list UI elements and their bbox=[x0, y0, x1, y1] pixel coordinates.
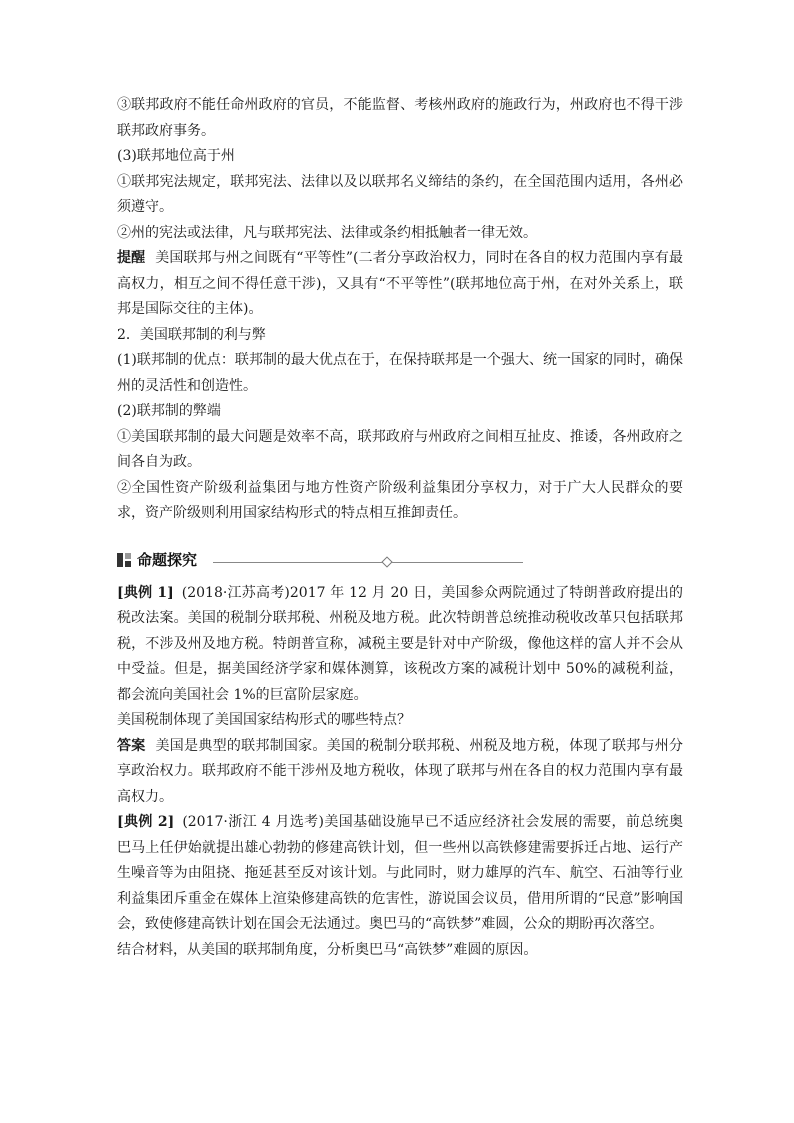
question-2: 结合材料，从美国的联邦制角度，分析奥巴马“高铁梦”难圆的原因。 bbox=[117, 941, 538, 958]
answer-text: 美国是典型的联邦制国家。美国的税制分联邦税、州税及地方税，体现了联邦与州分享政治权力。联邦政府不能干涉州及地方税收，体现了联邦与州在各自的权力范围内享有最高权力。 bbox=[117, 737, 684, 805]
section-square-icon bbox=[117, 553, 131, 567]
example-1-text: (2018·江苏高考)2017 年 12 月 20 日，美国参众两院通过了特朗普政府提出的税改法案。美国的税制分联邦税、州税及地方税。此次特朗普总统推动税收改革只包括联邦税，不涉及州及地方税。特朗普宣称，减税主要是针对中产阶级，像他这样的富人并不会从中受益。但是，据美国经济学家和媒体测算，该税改方案的减税计划中 50%的减税利益，都会流向美国社会 1%的巨富阶层家庭。 bbox=[117, 584, 683, 703]
tip-text: 美国联邦与州之间既有“平等性”(二者分享政治权力，同时在各自的权力范围内享有最高权力，相互之间不得任意干涉)，又具有“不平等性”(联邦地位高于州，在对外关系上，联邦是国际交往的主体)。 bbox=[117, 250, 683, 317]
paragraph-state-law-void: ②州的宪法或法律，凡与联邦宪法、法律或条约相抵触者一律无效。 bbox=[117, 224, 537, 241]
section-divider bbox=[213, 562, 523, 563]
paragraph-low-efficiency: ①美国联邦制的最大问题是效率不高，联邦政府与州政府之间相互扯皮、推诿，各州政府之间各自为政。 bbox=[117, 428, 683, 470]
subheading-federal-above-state: (3)联邦地位高于州 bbox=[117, 148, 235, 164]
answer-label: 答案 bbox=[117, 737, 146, 754]
paragraph-advantages: (1)联邦制的优点：联邦制的最大优点在于，在保持联邦是一个强大、统一国家的同时，确保州的灵活性和创造性。 bbox=[117, 352, 683, 394]
divider-diamond-icon bbox=[381, 556, 392, 567]
paragraph-constitution-applies: ①联邦宪法规定，联邦宪法、法律以及以联邦名义缔结的条约，在全国范围内适用，各州必须遵守。 bbox=[117, 173, 683, 215]
section-header bbox=[117, 549, 683, 573]
subheading-disadvantages: (2)联邦制的弊端 bbox=[117, 403, 221, 419]
example-2 bbox=[117, 810, 683, 938]
section-title: 命题探究 bbox=[137, 550, 198, 569]
paragraph-shift-responsibility: ②全国性资产阶级利益集团与地方性资产阶级利益集团分享权力，对于广大人民群众的要求，资产阶级则利用国家结构形式的特点相互推卸责任。 bbox=[117, 479, 683, 521]
example-2-label: [典例 2] bbox=[117, 814, 175, 830]
example-1-label: [典例 1] bbox=[117, 584, 174, 601]
paragraph-federal-no-appoint: ③联邦政府不能任命州政府的官员，不能监督、考核州政府的施政行为，州政府也不得干涉联邦政府事务。 bbox=[117, 97, 683, 139]
example-1 bbox=[117, 581, 683, 709]
example-2-text: (2017·浙江 4 月选考)美国基础设施早已不适应经济社会发展的需要，前总统奥巴马上任伊始就提出雄心勃勃的修建高铁计划，但一些州以高铁修建需要拆迁占地、运行产生噪音等为由阻挠、拖延甚至反对该计划。与此同时，财力雄厚的汽车、航空、石油等行业利益集团斥重金在媒体上渲染修建高铁的危害性，游说国会议员，借用所谓的“民意”影响国会，致使修建高铁计划在国会无法通过。奥巴马的“高铁梦”难圆，公众的期盼再次落空。 bbox=[117, 814, 683, 932]
document-body bbox=[117, 93, 683, 963]
tip-label: 提醒 bbox=[117, 250, 146, 266]
tip-paragraph bbox=[117, 246, 683, 323]
question-1: 美国税制体现了美国国家结构形式的哪些特点？ bbox=[117, 712, 411, 728]
heading-pros-cons: 2．美国联邦制的利与弊 bbox=[117, 326, 266, 343]
answer-1 bbox=[117, 734, 683, 811]
